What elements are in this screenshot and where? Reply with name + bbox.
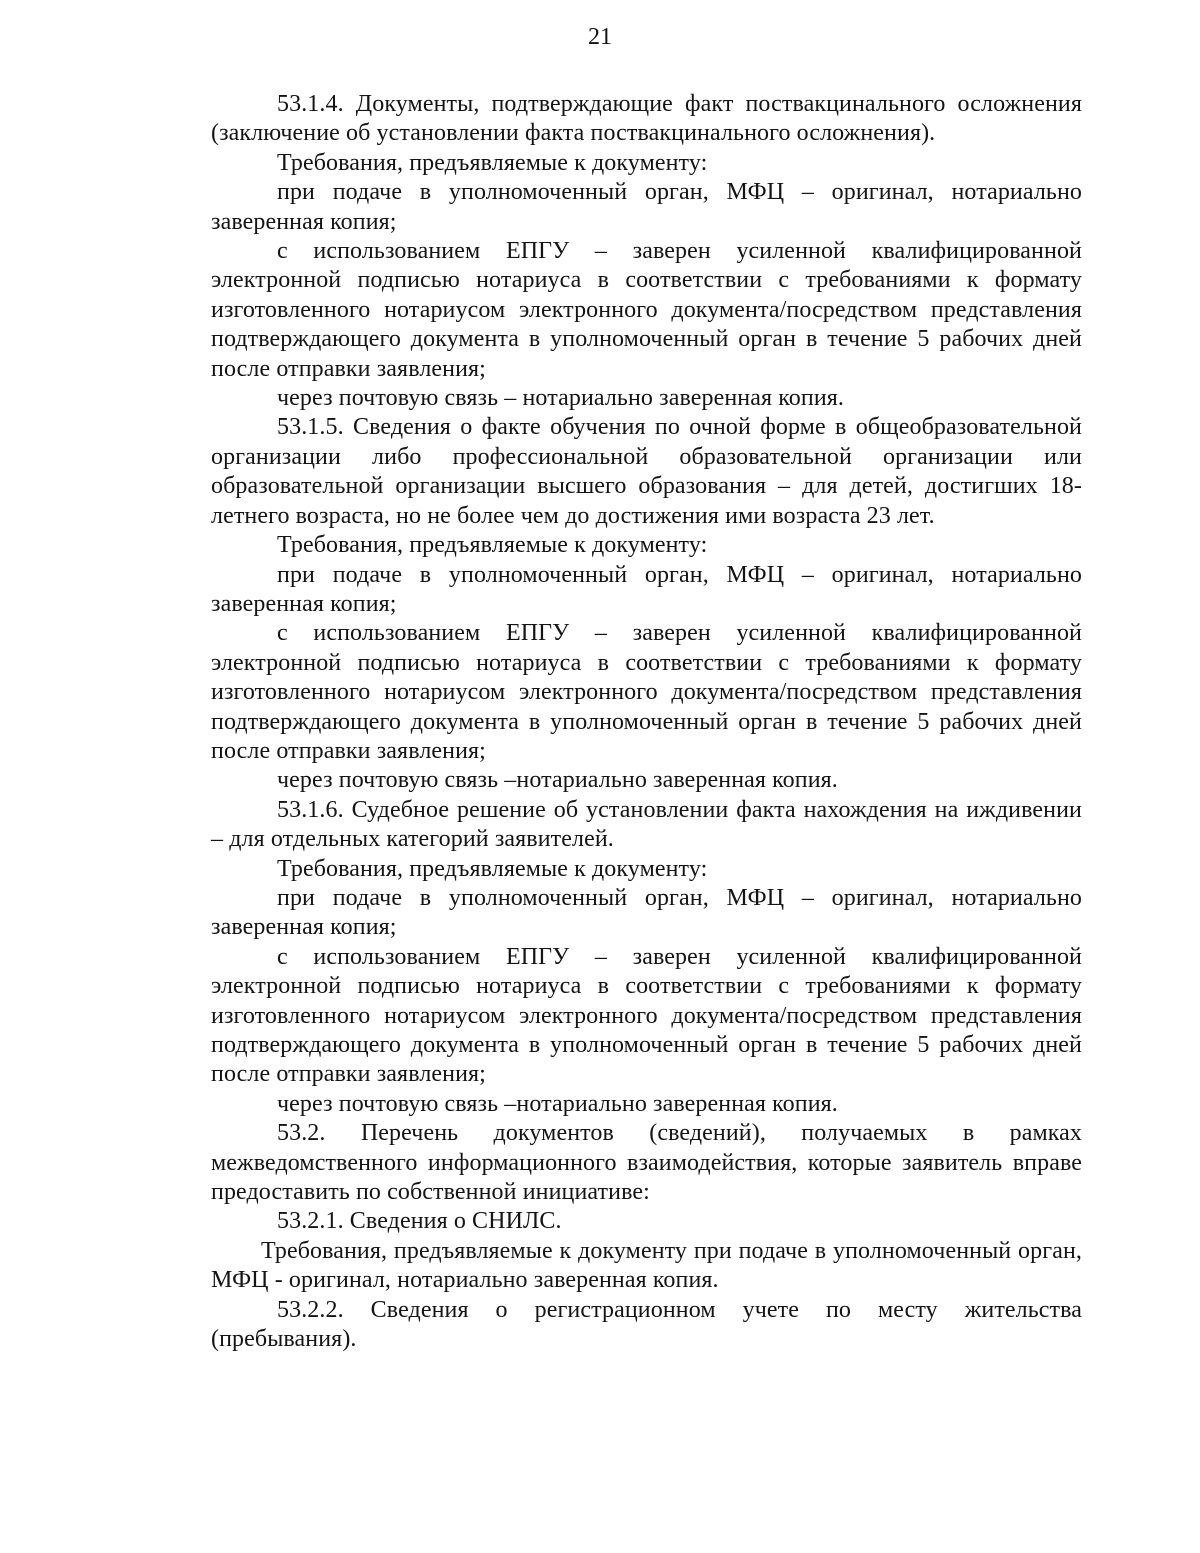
page-number: 21 [588, 24, 612, 50]
requirement-post: через почтовую связь –нотариально заверенная копия. [277, 767, 838, 794]
requirement-epgu: с использованием ЕПГУ – заверен усиленной квалифицированной электронной подписью нотариуса в соответствии с требованиями к формату изготовленного нотариусом электронного документа/посредством представления подтверждающего документа в уполномоченный орган в течение 5 рабочих дней после отправки заявления; [211, 620, 1082, 764]
requirement-mfc: при подаче в уполномоченный орган, МФЦ – оригинал, нотариально заверенная копия; [211, 884, 1082, 941]
paragraph-53-2-2: 53.2.2. Сведения о регистрационном учете по месту жительства (пребывания). [211, 1296, 1082, 1353]
requirements-heading: Требования, предъявляемые к документу: [277, 532, 708, 559]
paragraph-53-2: 53.2. Перечень документов (сведений), получаемых в рамках межведомственного информационного взаимодействия, которые заявитель вправе предоставить по собственной инициативе: [211, 1120, 1082, 1206]
requirement-post: через почтовую связь – нотариально заверенная копия. [277, 385, 844, 412]
paragraph-53-1-4: 53.1.4. Документы, подтверждающие факт поствакцинального осложнения (заключение об установлении факта поствакцинального осложнения). [211, 91, 1082, 147]
document-body [211, 90, 1082, 1354]
requirement-epgu: с использованием ЕПГУ – заверен усиленной квалифицированной электронной подписью нотариуса в соответствии с требованиями к формату изготовленного нотариусом электронного документа/посредством представления подтверждающего документа в уполномоченный орган в течение 5 рабочих дней после отправки заявления; [211, 238, 1082, 382]
requirement-snils: Требования, предъявляемые к документу при подаче в уполномоченный орган, МФЦ - оригинал, нотариально заверенная копия. [211, 1237, 1082, 1294]
requirements-heading: Требования, предъявляемые к документу: [277, 855, 708, 882]
paragraph-53-1-5: 53.1.5. Сведения о факте обучения по очной форме в общеобразовательной организации либо профессиональной образовательной организации или образовательной организации высшего образования – для детей, достигших 18-летнего возраста, но не более чем до достижения ими возраста 23 лет. [211, 414, 1082, 529]
requirement-mfc: при подаче в уполномоченный орган, МФЦ – оригинал, нотариально заверенная копия; [211, 179, 1082, 235]
paragraph-53-1-6: 53.1.6. Судебное решение об установлении факта нахождения на иждивении – для отдельных категорий заявителей. [211, 796, 1082, 853]
requirements-heading: Требования, предъявляемые к документу: [277, 149, 708, 176]
requirement-mfc: при подаче в уполномоченный орган, МФЦ – оригинал, нотариально заверенная копия; [211, 561, 1082, 617]
paragraph-53-2-1: 53.2.1. Сведения о СНИЛС. [277, 1208, 562, 1235]
requirement-post: через почтовую связь –нотариально заверенная копия. [277, 1090, 838, 1117]
requirement-epgu: с использованием ЕПГУ – заверен усиленной квалифицированной электронной подписью нотариуса в соответствии с требованиями к формату изготовленного нотариусом электронного документа/посредством представления подтверждающего документа в уполномоченный орган в течение 5 рабочих дней после отправки заявления; [211, 943, 1082, 1088]
